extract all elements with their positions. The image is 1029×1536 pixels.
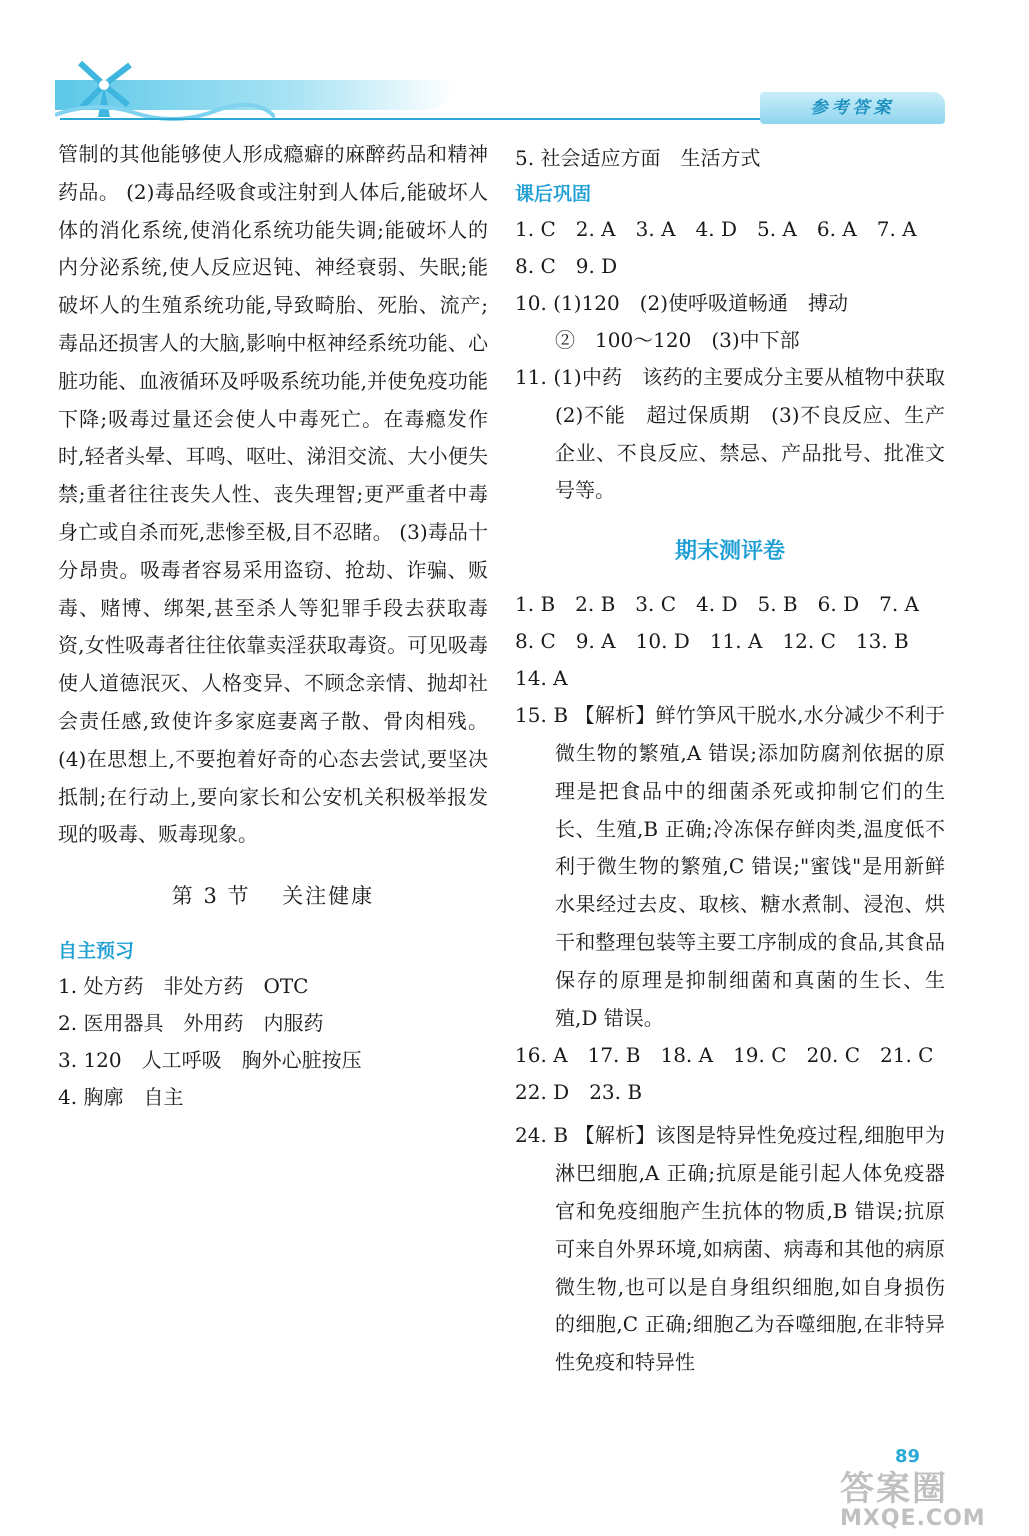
preview-item: 1. 处方药 非处方药 OTC <box>58 974 309 999</box>
exam-answers: 8. C 9. A 10. D 11. A 12. C 13. B <box>515 629 909 654</box>
answer-item-5: 5. 社会适应方面 生活方式 <box>515 146 761 170</box>
preview-heading: 自主预习 <box>58 940 135 963</box>
drug-harm-answer: 管制的其他能够使人形成瘾癖的麻醉药品和精神药品。 (2)毒品经吸食或注射到人体后,能破坏人体的消化系统,使消化系统功能失调;能破坏人的内分泌系统,使人反应迟钝、神经衰弱、失眠;能破坏人的生殖系统功能,导致畸胎、死胎、流产;毒品还损害人的大脑,影响中枢神经系统功能、心脏功能、血液循环及呼吸系统功能,并使免疫功能下降;吸毒过量还会使人中毒死亡。在毒瘾发作时,轻者头晕、耳鸣、呕吐、涕泪交流、大小便失禁;重者往往丧失人性、丧失理智;更严重者中毒身亡或自杀而死,悲惨至极,目不忍睹。 (3)毒品十分昂贵。吸毒者容易采用盗窃、抢劫、诈骗、贩毒、赌博、绑架,甚至杀人等犯罪手段去获取毒资,女性吸毒者往往依靠卖淫获取毒资。可见吸毒使人道德泯灭、人格变异、不顾念亲情、抛却社会责任感,致使许多家庭妻离子散、骨肉相残。 (4)在思想上,不要抱着好奇的心态去尝试,要坚决抵制;在行动上,要向家长和公安机关积极举报发现的吸毒、贩毒现象。 <box>58 142 488 847</box>
preview-item: 2. 医用器具 外用药 内服药 <box>58 1011 324 1036</box>
section-title: 第 3 节 关注健康 <box>171 884 375 909</box>
page-number: 89 <box>895 1446 921 1467</box>
right-column <box>515 140 965 1382</box>
answer-item-24: 24. B 【解析】该图是特异性免疫过程,细胞甲为淋巴细胞,A 正确;抗原是能引起人体免疫器官和免疫细胞产生抗体的物质,B 错误;抗原可来自外界环境,如病菌、病毒和其他的病原微生物,也可以是自身组织细胞,如自身损伤的细胞,C 正确;细胞乙为吞噬细胞,在非特异性免疫和特异性 <box>515 1123 945 1375</box>
consolidate-heading: 课后巩固 <box>515 183 592 205</box>
watermark <box>840 1470 1015 1530</box>
answer-key-tab: 参考答案 <box>760 92 945 124</box>
preview-item: 4. 胸廓 自主 <box>58 1085 184 1110</box>
left-column <box>58 136 488 1116</box>
exam-answers: 22. D 23. B <box>515 1080 643 1105</box>
exam-answers: 16. A 17. B 18. A 19. C 20. C 21. C <box>515 1043 934 1068</box>
answer-item-10-cont: ② 100～120 (3)中下部 <box>555 328 800 352</box>
watermark-en: MXQE.COM <box>840 1506 986 1531</box>
exam-answers: 14. A <box>515 666 568 691</box>
exam-answers: 1. B 2. B 3. C 4. D 5. B 6. D 7. A <box>515 592 919 617</box>
page-header <box>0 0 1029 140</box>
choice-answers: 8. C 9. D <box>515 254 618 278</box>
preview-item: 3. 120 人工呼吸 胸外心脏按压 <box>58 1048 362 1073</box>
watermark-cn: 答案圈 <box>840 1469 948 1509</box>
answer-item-11: 11. (1)中药 该药的主要成分主要从植物中获取 (2)不能 超过保质期 (3)不良反应、生产企业、不良反应、禁忌、产品批号、批准文号等。 <box>515 365 965 503</box>
final-exam-title: 期末测评卷 <box>674 539 785 565</box>
choice-answers: 1. C 2. A 3. A 4. D 5. A 6. A 7. A <box>515 217 917 241</box>
answer-item-10: 10. (1)120 (2)使呼吸道畅通 搏动 <box>515 291 848 315</box>
answer-item-15: 15. B 【解析】鲜竹笋风干脱水,水分减少不利于微生物的繁殖,A 错误;添加防腐剂依据的原理是把食品中的细菌杀死或抑制它们的生长、生殖,B 正确;冷冻保存鲜肉类,温度低不利于微生物的繁殖,C 错误;"蜜饯"是用新鲜水果经过去皮、取核、糖水煮制、浸泡、烘干和整理包装等主要工序制成的食品,其食品保存的原理是抑制细菌和真菌的生长、生殖,D 错误。 <box>515 703 945 1030</box>
